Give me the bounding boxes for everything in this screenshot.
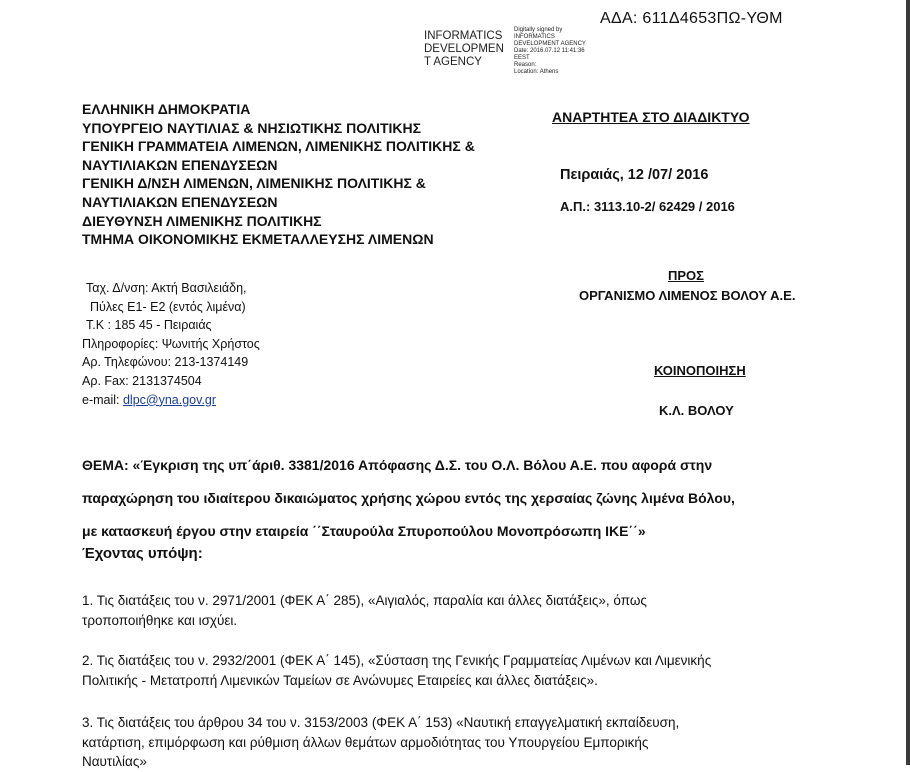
signature-detail: Location: Athens bbox=[514, 69, 559, 75]
address-postcode: Τ.Κ : 185 45 - Πειραιάς bbox=[86, 318, 212, 333]
header-line: ΥΠΟΥΡΓΕΙΟ ΝΑΥΤΙΛΙΑΣ & ΝΗΣΙΩΤΙΚΗΣ ΠΟΛΙΤΙΚΗΣ bbox=[82, 119, 422, 136]
recipient-org: ΟΡΓΑΝΙΣΜΟ ΛΙΜΕΝΟΣ ΒΟΛΟΥ Α.Ε. bbox=[579, 288, 796, 303]
header-line: ΓΕΝΙΚΗ ΓΡΑΜΜΑΤΕΙΑ ΛΙΜΕΝΩΝ, ΛΙΜΕΝΙΚΗΣ ΠΟΛΙΤΙΚΗΣ & bbox=[82, 138, 475, 155]
item-line: Ναυτιλίας» bbox=[82, 754, 147, 769]
signature-detail: Date: 2016.07.12 11:41:36 bbox=[514, 48, 585, 54]
header-line: ΤΜΗΜΑ ΟΙΚΟΝΟΜΙΚΗΣ ΕΚΜΕΤΑΛΛΕΥΣΗΣ ΛΙΜΕΝΩΝ bbox=[82, 231, 434, 248]
recipient-label: ΠΡΟΣ bbox=[668, 268, 704, 283]
item-line: κατάρτιση, επιμόρφωση και ρύθμιση άλλων θεμάτων αρμοδιότητας του Υπουργείου Εμπορικής bbox=[82, 734, 649, 750]
subject-line: ΘΕΜΑ: «Έγκριση της υπ΄άριθ. 3381/2016 Απόφασης Δ.Σ. του Ο.Λ. Βόλου Α.Ε. που αφορά στην bbox=[82, 457, 713, 473]
signature-detail: Digitally signed by bbox=[514, 27, 563, 33]
cc-org: Κ.Λ. ΒΟΛΟΥ bbox=[659, 403, 734, 418]
considering-heading: Έχοντας υπόψη: bbox=[82, 545, 203, 562]
web-notice: ΑΝΑΡΤΗΤΕΑ ΣΤΟ ΔΙΑΔΙΚΤΥΟ bbox=[552, 109, 750, 125]
signature-detail: INFORMATICS bbox=[514, 34, 555, 40]
header-line: ΝΑΥΤΙΛΙΑΚΩΝ ΕΠΕΝΔΥΣΕΩΝ bbox=[82, 193, 278, 210]
item-line: τροποποιήθηκε και ισχύει. bbox=[82, 612, 238, 628]
signature-detail: DEVELOPMENT AGENCY bbox=[514, 41, 586, 47]
window-edge bbox=[906, 0, 910, 765]
ada-number: ΑΔΑ: 611Δ4653ΠΩ-ΥΘΜ bbox=[600, 10, 783, 27]
header-line: ΔΙΕΥΘΥΝΣΗ ΛΙΜΕΝΙΚΗΣ ΠΟΛΙΤΙΚΗΣ bbox=[82, 212, 322, 229]
considering-item bbox=[82, 591, 808, 630]
signature-detail: Reason: bbox=[514, 62, 537, 68]
considering-item bbox=[82, 651, 808, 690]
email-link[interactable]: dlpc@yna.gov.gr bbox=[122, 392, 217, 407]
cc-label: ΚΟΙΝΟΠΟΙΗΣΗ bbox=[654, 363, 746, 378]
signature-org bbox=[424, 30, 504, 69]
issuer-header bbox=[82, 100, 475, 249]
address-gates: Πύλες Ε1- Ε2 (εντός λιμένα) bbox=[90, 299, 246, 314]
address-info: Πληροφορίες: Ψωνιτής Χρήστος bbox=[82, 336, 260, 351]
signature-details bbox=[514, 27, 586, 76]
document-date: Πειραιάς, 12 /07/ 2016 bbox=[560, 167, 709, 183]
subject-line: με κατασκευή έργου στην εταιρεία ΄΄Σταυρούλα Σπυροπούλου Μονοπρόσωπη ΙΚΕ΄΄» bbox=[82, 523, 646, 539]
header-line: ΓΕΝΙΚΗ Δ/ΝΣΗ ΛΙΜΕΝΩΝ, ΛΙΜΕΝΙΚΗΣ ΠΟΛΙΤΙΚΗΣ & bbox=[82, 175, 426, 192]
address-block bbox=[82, 279, 260, 409]
considering-item bbox=[82, 713, 808, 772]
email-label: e-mail: bbox=[82, 392, 123, 407]
subject-line: παραχώρηση του ιδιαίτερου δικαιώματος χρήσης χώρου εντός της χερσαίας ζώνης λιμένα Βόλου, bbox=[82, 490, 735, 506]
item-line: 3. Τις διατάξεις του άρθρου 34 του ν. 3153/2003 (ΦΕΚ Α΄ 153) «Ναυτική επαγγελματική εκπαίδευση, bbox=[82, 715, 680, 730]
item-line: 2. Τις διατάξεις του ν. 2932/2001 (ΦΕΚ Α΄ 145), «Σύσταση της Γενικής Γραμματείας Λιμένων και Λιμενικής bbox=[82, 653, 712, 668]
item-line: Πολιτικής - Μετατροπή Λιμενικών Ταμείων σε Ανώνυμες Εταιρείες και άλλες διατάξεις». bbox=[82, 672, 598, 688]
signature-detail: EEST bbox=[514, 55, 530, 61]
item-line: 1. Τις διατάξεις του ν. 2971/2001 (ΦΕΚ Α΄ 285), «Αιγιαλός, παραλία και άλλες διατάξεις», όπως bbox=[82, 593, 647, 608]
protocol-number: Α.Π.: 3113.10-2/ 62429 / 2016 bbox=[560, 199, 735, 214]
address-email-row bbox=[82, 391, 260, 410]
header-line: ΕΛΛΗΝΙΚΗ ΔΗΜΟΚΡΑΤΙΑ bbox=[82, 101, 251, 117]
address-fax: Αρ. Fax: 2131374504 bbox=[82, 373, 202, 388]
header-line: ΝΑΥΤΙΛΙΑΚΩΝ ΕΠΕΝΔΥΣΕΩΝ bbox=[82, 156, 278, 173]
signature-org-line: INFORMATICS bbox=[424, 30, 503, 42]
address-phone: Αρ. Τηλεφώνου: 213-1374149 bbox=[82, 355, 249, 370]
signature-org-line: T AGENCY bbox=[424, 56, 482, 68]
signature-org-line: DEVELOPMEN bbox=[424, 43, 504, 55]
subject-block bbox=[82, 449, 808, 548]
address-street: Ταχ. Δ/νση: Ακτή Βασιλειάδη, bbox=[86, 281, 247, 295]
